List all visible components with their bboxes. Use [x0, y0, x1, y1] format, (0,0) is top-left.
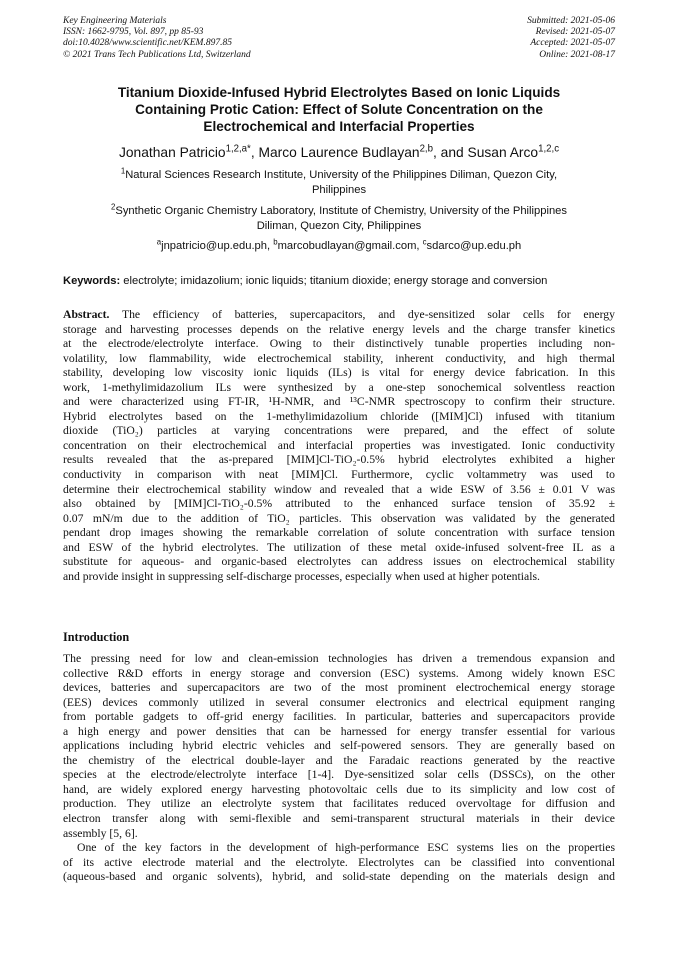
author-separator: , and	[433, 145, 468, 160]
journal-name: Key Engineering Materials	[63, 16, 167, 26]
abstract-line: at the electrode/electrolyte interface. Owing to their distinctively tunable properties including non-	[63, 337, 615, 351]
affiliation	[63, 204, 615, 233]
abstract-line: dioxide (TiO₂) particles at varying concentrations were prepared, and the effect of solute	[63, 424, 615, 438]
introduction-body	[63, 652, 615, 885]
abstract-line: stability, developing low viscosity ionic liquids (ILs) is vital for energy device fabrication. In this	[63, 366, 615, 380]
section-heading: Introduction	[63, 630, 130, 644]
author-list	[63, 144, 615, 162]
abstract-line: conductivity in comparison with neat [MIM]Cl. Furthermore, cyclic voltammetry was used to	[63, 468, 615, 482]
journal-issn: ISSN: 1662-9795, Vol. 897, pp 85-93	[63, 27, 204, 38]
email-link[interactable]: sdarco@up.edu.ph	[426, 240, 522, 252]
abstract-line: and provide insight in suppressing self-discharge processes, especially when used at higher potentials.	[63, 569, 540, 583]
body-line: devices, batteries and supercapacitors are two of the most prominent electrochemical energy storage	[63, 681, 615, 695]
abstract-line: Hybrid electrolytes based on the 1-methylimidazolium chloride ([MIM]Cl) infused with titanium	[63, 409, 615, 423]
body-line: species at the electrode/electrolyte interface [1-4]. Dye-sensitized solar cells (DSSCs), on the other	[63, 768, 615, 782]
email-mark: c	[422, 237, 427, 247]
abstract-line: also obtained by [MIM]Cl-TiO₂-0.5% attributed to the enhanced surface tension of 35.92 ±	[63, 497, 615, 511]
body-line: from portable gadgets to off-grid energy facilities. In particular, batteries and supercapacitors provide	[63, 710, 615, 724]
paper-title	[63, 84, 615, 136]
abstract-label: Abstract.	[63, 308, 110, 321]
author-name: Marco Laurence Budlayan	[258, 145, 420, 160]
author-name: Susan Arco	[467, 145, 539, 160]
affiliation-text: Synthetic Organic Chemistry Laboratory, Institute of Chemistry, University of the Philippines	[115, 205, 567, 217]
email-mark: b	[273, 237, 278, 247]
abstract-line: concentration on their electrochemical and interfacial properties was investigated. Ionic conductivity	[63, 438, 615, 452]
date-revised: Revised: 2021-05-07	[535, 27, 615, 38]
publication-dates	[527, 16, 615, 61]
date-accepted: Accepted: 2021-05-07	[530, 38, 615, 49]
affiliation-line	[63, 168, 615, 183]
journal-info	[63, 16, 251, 61]
date-online: Online: 2021-08-17	[539, 49, 615, 60]
body-line: production. They utilize an electrolyte system that facilitates reduced overvoltage for diffusion and	[63, 797, 615, 811]
abstract-line: results revealed that the as-prepared [MIM]Cl-TiO₂-0.5% hybrid electrolytes exhibited a higher	[63, 453, 615, 467]
abstract-line: storage and harvesting processes depends on the relative energy levels and the charge transfer kinetics	[63, 322, 615, 336]
email-link[interactable]: jnpatricio@up.edu.ph,	[161, 240, 274, 252]
abstract-line: 0.07 mN/m due to the addition of TiO₂ particles. This observation was validated by the generated	[63, 511, 615, 525]
abstract-text: The efficiency of batteries, supercapacitors, and dye-sensitized solar cells for energy	[109, 308, 615, 321]
affiliation-number: 1	[120, 166, 126, 176]
body-line: applications including hybrid electric vehicles and self-powered sensors. They are generally based on	[63, 739, 615, 753]
keywords-label: Keywords:	[63, 275, 121, 287]
affiliation-line	[63, 204, 615, 219]
abstract-line	[63, 308, 615, 323]
abstract-line: pendant drop images showing the remarkable correlation of solute concentration with surface tension	[63, 526, 615, 540]
body-line: The pressing need for low and clean-emission technologies has driven a tremendous expansion and	[63, 652, 615, 665]
author-name: Jonathan Patricio	[118, 145, 226, 160]
date-submitted: Submitted: 2021-05-06	[527, 16, 615, 26]
affiliation-text: Diliman, Quezon City, Philippines	[256, 219, 422, 232]
body-line: (EES) devices commonly utilized in several consumer electronics and electrical equipment ranging	[63, 695, 615, 709]
affiliation	[63, 168, 615, 197]
journal-copyright: © 2021 Trans Tech Publications Ltd, Switzerland	[63, 49, 251, 60]
affiliation-number: 2	[111, 202, 116, 212]
body-line: One of the key factors in the development of high-performance ESC systems lies on the properties	[77, 841, 615, 855]
abstract-line: work, 1-methylimidazolium ILs were synthesized by a one-step sonochemical solventless reaction	[63, 380, 615, 394]
body-line: hand, are widely explored energy harvesting photovoltaic cells due to its simplicity and low cost of	[63, 782, 615, 796]
abstract-line: and were characterized using FT-IR, ¹H-NMR, and ¹³C-NMR spectroscopy to confirm their structure.	[63, 395, 615, 409]
email-mark: a	[156, 237, 162, 247]
title-line: Containing Protic Cation: Effect of Solute Concentration on the	[135, 102, 543, 118]
author-affiliation-mark: 2,b	[419, 143, 433, 155]
author-affiliation-mark: 1,2,a*	[225, 143, 251, 155]
body-line: collective R&D efforts in energy storage and conversion (ESC) systems. Among widely known ESC	[63, 666, 615, 680]
body-line: the chemistry of the electrical double-layer and the Faradaic reactions generated by the reactive	[63, 753, 615, 767]
author-affiliation-mark: 1,2,c	[538, 143, 560, 155]
body-line: of its active electrode material and the electrolyte. Electrolytes can be classified into conventional	[63, 855, 615, 869]
body-line: a high energy and power densities that can be harnessed for energy transfer essential for various	[63, 724, 615, 738]
journal-doi: doi:10.4028/www.scientific.net/KEM.897.85	[63, 38, 232, 49]
keywords	[63, 274, 615, 288]
abstract	[63, 308, 615, 584]
affiliation-text: Philippines	[311, 183, 367, 196]
keywords-text: electrolyte; imidazolium; ionic liquids; titanium dioxide; energy storage and conversion	[120, 275, 548, 287]
email-link[interactable]: marcobudlayan@gmail.com,	[277, 240, 423, 252]
abstract-line: and ESW of the hybrid electrolytes. The utilization of these metal oxide-infused solvent-free IL as a	[63, 540, 615, 554]
affiliation-text: Natural Sciences Research Institute, University of the Philippines Diliman, Quezon City,	[125, 169, 558, 181]
body-line: (aqueous-based and organic solvents), hybrid, and solid-state depending on the materials design and	[63, 870, 615, 884]
abstract-line: determine their electrochemical stability window and revealed that a wide ESW of 3.56 ± 0.01 V was	[63, 482, 615, 496]
author-separator: ,	[250, 145, 259, 160]
body-line: assembly [5, 6].	[63, 826, 138, 840]
author-emails	[63, 239, 615, 254]
abstract-line: volatility, low flammability, wide electrochemical stability, inherent conductivity, and high thermal	[63, 351, 615, 365]
title-line: Electrochemical and Interfacial Properties	[203, 119, 475, 135]
body-line: electron transfer along with semi-flexible and semi-transparent structural materials in their device	[63, 812, 615, 826]
title-line: Titanium Dioxide-Infused Hybrid Electrolytes Based on Ionic Liquids	[117, 85, 561, 100]
abstract-line: substitute for aqueous- and organic-based electrolytes can address issues on electrochemical stability	[63, 555, 615, 569]
